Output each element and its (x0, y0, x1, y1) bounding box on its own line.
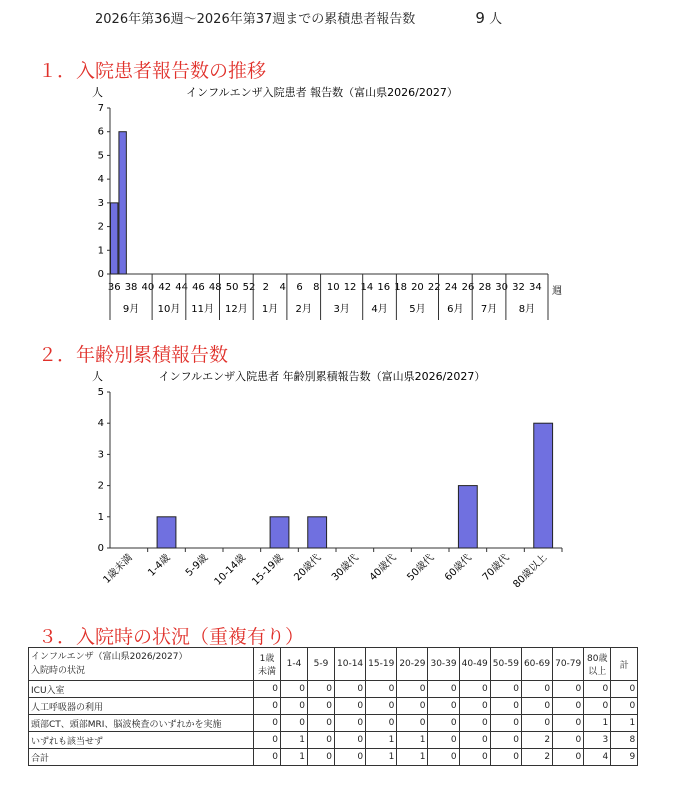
table-cell: 1 (397, 749, 428, 766)
weekly-month-label: 4月 (371, 304, 388, 315)
section-heading-2: ２．年齢別累積報告数 (38, 344, 229, 366)
weekly-x-tick-label: 14 (360, 282, 374, 293)
table-cell: 0 (459, 681, 490, 698)
table-cell: 0 (335, 749, 366, 766)
weekly-month-label: 1月 (261, 304, 279, 315)
table-cell: 4 (584, 749, 611, 766)
age-x-tick-label: 20歳代 (292, 552, 324, 584)
table-cell: 0 (254, 749, 281, 766)
table-cell: 2 (521, 749, 552, 766)
weekly-month-label: 3月 (333, 304, 350, 315)
table-cell: 0 (254, 681, 281, 698)
status-table-column-header: 80歳 以上 (584, 648, 611, 681)
table-cell: 1 (611, 715, 638, 732)
weekly-x-tick-label: 38 (124, 282, 138, 293)
table-cell: 0 (490, 749, 521, 766)
table-cell: 0 (335, 681, 366, 698)
weekly-x-tick-label: 4 (279, 282, 286, 293)
status-table-corner (29, 648, 254, 681)
table-cell: 3 (584, 732, 611, 749)
weekly-y-tick-label: 4 (97, 174, 104, 186)
table-cell: 1 (366, 749, 397, 766)
weekly-bar (119, 132, 126, 274)
table-cell: 0 (308, 698, 335, 715)
summary-unit: 人 (489, 12, 503, 27)
table-row (29, 698, 638, 715)
age-bar (458, 486, 477, 548)
table-cell: 0 (521, 681, 552, 698)
status-table-subtitle: 入院時の状況 (31, 666, 86, 676)
weekly-month-label: 6月 (447, 304, 464, 315)
weekly-month-label: 10月 (157, 304, 181, 315)
table-cell: 0 (553, 715, 584, 732)
age-y-tick-label: 2 (97, 480, 104, 492)
weekly-y-tick-label: 1 (97, 245, 104, 257)
weekly-x-tick-label: 20 (411, 282, 424, 293)
age-y-tick-label: 5 (97, 387, 104, 398)
table-cell: 0 (308, 715, 335, 732)
table-row (29, 715, 638, 732)
weekly-month-label: 2月 (295, 304, 312, 315)
table-cell: 0 (335, 732, 366, 749)
table-cell: 0 (335, 715, 366, 732)
weekly-month-label: 5月 (409, 304, 426, 315)
weekly-x-tick-label: 42 (158, 282, 172, 293)
table-cell: 0 (428, 749, 459, 766)
weekly-y-tick-label: 7 (97, 103, 104, 114)
table-cell: 0 (308, 732, 335, 749)
status-table-column-header: 10-14 (335, 648, 366, 681)
status-table-header (29, 648, 638, 681)
weekly-x-tick-label: 8 (313, 282, 320, 293)
table-cell: 0 (584, 698, 611, 715)
age-x-tick-label: 40歳代 (367, 552, 399, 584)
table-cell: 0 (281, 698, 308, 715)
status-table-title: インフルエンザ（富山県2026/2027） (31, 652, 188, 662)
weekly-x-tick-label: 30 (495, 282, 509, 293)
table-cell: 0 (459, 749, 490, 766)
age-y-tick-label: 0 (97, 543, 104, 554)
weekly-x-tick-label: 50 (225, 282, 239, 293)
age-bar (270, 517, 289, 548)
table-cell: 9 (611, 749, 638, 766)
weekly-x-tick-label: 32 (512, 282, 525, 293)
age-bar (308, 517, 327, 548)
weekly-x-tick-label: 52 (242, 282, 256, 293)
table-cell: 1 (281, 749, 308, 766)
table-cell: 0 (308, 749, 335, 766)
weekly-x-tick-label: 44 (175, 282, 188, 293)
section-heading-3: ３．入院時の状況（重複有り） (38, 626, 305, 648)
table-cell: 0 (521, 715, 552, 732)
weekly-x-tick-label: 34 (528, 282, 542, 293)
status-table-column-header: 1-4 (281, 648, 308, 681)
weekly-x-tick-label: 16 (377, 282, 391, 293)
weekly-x-tick-label: 18 (394, 282, 407, 293)
status-table-column-header: 5-9 (308, 648, 335, 681)
weekly-y-tick-label: 5 (97, 150, 104, 162)
table-cell: 8 (611, 732, 638, 749)
table-cell: 0 (366, 715, 397, 732)
table-cell: 0 (428, 698, 459, 715)
weekly-x-tick-label: 12 (343, 282, 357, 293)
status-table-column-header: 計 (611, 648, 638, 681)
table-row-label: 合計 (29, 749, 254, 766)
status-table (28, 647, 638, 766)
weekly-chart-title: インフルエンザ入院患者 報告数（富山県2026/2027） (186, 86, 458, 99)
table-cell: 0 (308, 681, 335, 698)
weekly-x-tick-label: 40 (141, 282, 155, 293)
table-cell: 0 (281, 715, 308, 732)
table-cell: 0 (428, 715, 459, 732)
weekly-x-tick-label: 24 (444, 282, 458, 293)
table-cell: 1 (397, 732, 428, 749)
table-cell: 0 (428, 681, 459, 698)
age-chart-ylabel: 人 (92, 370, 103, 383)
table-cell: 0 (490, 698, 521, 715)
table-cell: 0 (490, 681, 521, 698)
age-x-tick-label: 1-4歳 (146, 552, 173, 579)
age-y-tick-label: 3 (97, 449, 104, 461)
table-cell: 0 (397, 698, 428, 715)
weekly-y-tick-label: 2 (97, 221, 104, 233)
table-cell: 0 (335, 698, 366, 715)
weekly-y-tick-label: 3 (97, 197, 104, 209)
table-cell: 0 (397, 715, 428, 732)
table-cell: 0 (553, 681, 584, 698)
age-y-tick-label: 4 (97, 418, 104, 430)
table-row-label: ICU入室 (29, 681, 254, 698)
table-cell: 0 (459, 698, 490, 715)
weekly-y-tick-label: 0 (97, 269, 104, 280)
age-x-tick-label: 5-9歳 (183, 552, 211, 579)
table-cell: 0 (553, 749, 584, 766)
status-table-body (29, 681, 638, 766)
weekly-bar (111, 203, 118, 274)
weekly-x-axis-label: 週 (552, 286, 562, 297)
table-cell: 0 (553, 698, 584, 715)
table-cell: 0 (366, 681, 397, 698)
weekly-chart (0, 78, 688, 340)
table-row-label: 人工呼吸器の利用 (29, 698, 254, 715)
weekly-x-tick-label: 36 (107, 282, 121, 293)
table-cell: 0 (521, 698, 552, 715)
table-cell: 0 (254, 732, 281, 749)
table-cell: 0 (490, 732, 521, 749)
summary-text: 2026年第36週～2026年第37週までの累積患者報告数 (95, 12, 416, 27)
table-cell: 0 (611, 698, 638, 715)
table-row-label: いずれも該当せず (29, 732, 254, 749)
table-cell: 0 (428, 732, 459, 749)
weekly-x-tick-label: 10 (326, 282, 340, 293)
weekly-month-label: 7月 (480, 304, 498, 315)
weekly-x-tick-label: 26 (461, 282, 475, 293)
age-x-tick-label: 30歳代 (330, 552, 361, 584)
status-table-column-header: 30-39 (428, 648, 459, 681)
age-x-tick-label: 10-14歳 (212, 552, 248, 588)
table-cell: 0 (366, 698, 397, 715)
status-table-column-header: 40-49 (459, 648, 490, 681)
age-x-tick-label: 80歳以上 (511, 552, 550, 591)
table-cell: 0 (611, 681, 638, 698)
table-cell: 0 (459, 715, 490, 732)
table-cell: 0 (397, 681, 428, 698)
section-heading-1: １．入院患者報告数の推移 (38, 60, 267, 82)
age-chart-svg (0, 362, 688, 612)
status-table-column-header: 20-29 (397, 648, 428, 681)
weekly-x-tick-label: 22 (427, 282, 441, 293)
status-table-column-header: 70-79 (553, 648, 584, 681)
table-row (29, 732, 638, 749)
weekly-month-label: 12月 (224, 304, 248, 315)
table-cell: 0 (254, 715, 281, 732)
table-cell: 2 (521, 732, 552, 749)
status-table-column-header: 50-59 (490, 648, 521, 681)
table-row (29, 749, 638, 766)
table-cell: 0 (281, 681, 308, 698)
table-cell: 0 (459, 732, 490, 749)
age-bar (534, 423, 553, 548)
weekly-chart-ylabel: 人 (92, 86, 103, 99)
table-row (29, 681, 638, 698)
weekly-x-tick-label: 6 (296, 282, 303, 293)
age-x-tick-label: 70歳代 (480, 552, 512, 584)
weekly-month-label: 8月 (518, 304, 536, 315)
age-bar (157, 517, 176, 548)
age-y-tick-label: 1 (97, 511, 104, 523)
table-cell: 1 (366, 732, 397, 749)
age-chart (0, 362, 688, 612)
table-cell: 1 (584, 715, 611, 732)
table-cell: 0 (490, 715, 521, 732)
table-row-label: 頭部CT、頭部MRI、脳波検査のいずれかを実施 (29, 715, 254, 732)
status-table-column-header: 15-19 (366, 648, 397, 681)
weekly-y-tick-label: 6 (97, 126, 104, 138)
table-cell: 0 (553, 732, 584, 749)
weekly-month-label: 9月 (122, 304, 140, 315)
summary-count: 9 (475, 9, 485, 27)
age-x-tick-label: 50歳代 (405, 552, 437, 584)
status-table-column-header: 60-69 (521, 648, 552, 681)
age-x-tick-label: 15-19歳 (250, 552, 286, 588)
age-chart-title: インフルエンザ入院患者 年齢別累積報告数（富山県2026/2027） (158, 370, 486, 383)
age-x-tick-label: 60歳代 (443, 552, 474, 584)
status-table-column-header: 1歳 未満 (254, 648, 281, 681)
age-x-tick-label: 1歳未満 (101, 552, 135, 586)
weekly-chart-svg (0, 78, 688, 340)
summary-line (95, 8, 502, 27)
weekly-x-tick-label: 46 (192, 282, 205, 293)
weekly-x-tick-label: 28 (478, 282, 492, 293)
table-cell: 1 (281, 732, 308, 749)
table-cell: 0 (584, 681, 611, 698)
weekly-x-tick-label: 2 (262, 282, 270, 293)
weekly-month-label: 11月 (191, 304, 215, 315)
weekly-x-tick-label: 48 (208, 282, 222, 293)
table-cell: 0 (254, 698, 281, 715)
